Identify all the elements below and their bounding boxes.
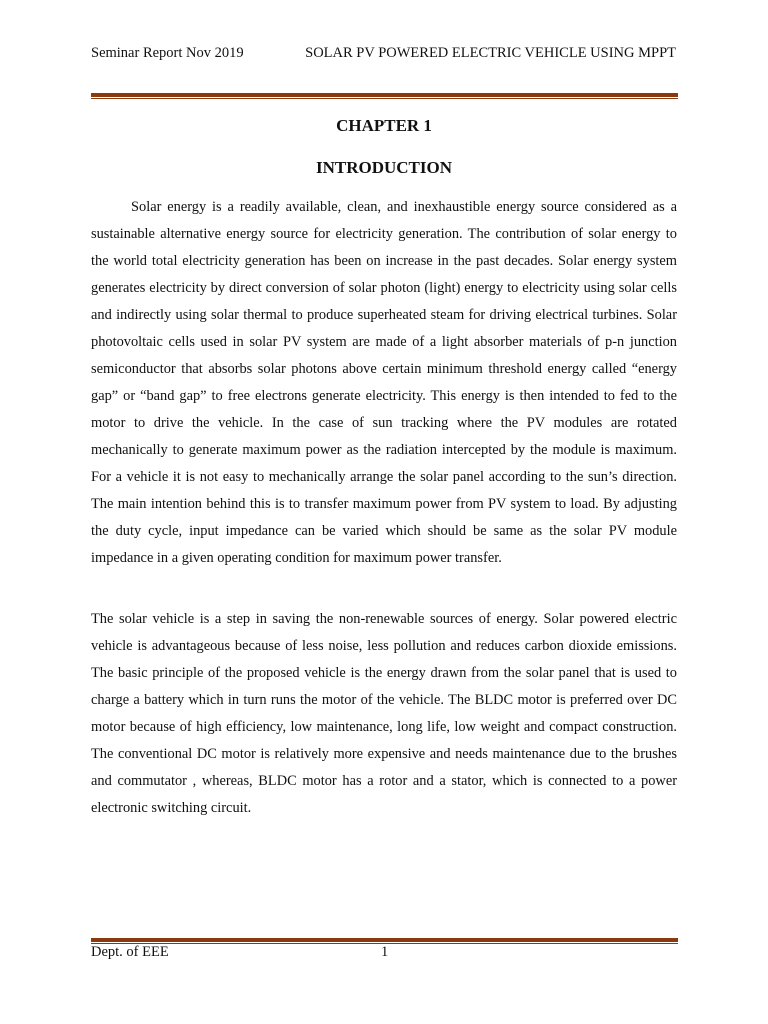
footer-divider-thick: [91, 938, 678, 942]
header-divider-thick: [91, 93, 678, 97]
header-divider: [91, 93, 678, 99]
body-paragraph-2: The solar vehicle is a step in saving the non-renewable sources of energy. Solar powered electric vehicle is advantageous because of less noise, less pollution and reduces carbon dioxide emissions. The basic principle of the proposed vehicle is the energy drawn from the solar panel that is used to charge a battery which in turn runs the motor of the vehicle. The BLDC motor is preferred over DC motor because of high efficiency, low maintenance, long life, low weight and compact construction. The conventional DC motor is relatively more expensive and needs maintenance due to the brushes and commutator , whereas, BLDC motor has a rotor and a stator, which is connected to a power electronic switching circuit.: [91, 611, 677, 816]
body-paragraph-1: Solar energy is a readily available, clean, and inexhaustible energy source considered as a sustainable alternative energy source for electricity generation. The contribution of solar energy to the world total electricity generation has been on increase in the past decades. Solar energy system generates electricity by direct conversion of solar photon (light) energy to electricity using solar cells and indirectly using solar thermal to produce superheated steam for driving electrical turbines. Solar photovoltaic cells used in solar PV system are made of a light absorber materials of p-n junction semiconductor that absorbs solar photons above certain minimum threshold energy called “energy gap” or “band gap” to free electrons generate electricity. This energy is then intended to fed to the motor to drive the vehicle. In the case of sun tracking where the PV modules are rotated mechanically to generate maximum power as the radiation intercepted by the module is maximum. For a vehicle it is not easy to mechanically arrange the solar panel according to the sun’s direction. The main intention behind this is to transfer maximum power from PV system to load. By adjusting the duty cycle, input impedance can be varied which should be same as the solar PV module impedance in a given operating condition for maximum power transfer.: [91, 199, 677, 566]
chapter-label: CHAPTER 1: [336, 116, 432, 135]
header-divider-thin: [91, 98, 678, 99]
page-number: 1: [381, 944, 389, 960]
chapter-title: INTRODUCTION: [315, 158, 453, 177]
header-report-title: SOLAR PV POWERED ELECTRIC VEHICLE USING MPPT: [305, 45, 676, 61]
footer-department: Dept. of EEE: [91, 944, 169, 960]
header-report-date: Seminar Report Nov 2019: [91, 45, 244, 61]
